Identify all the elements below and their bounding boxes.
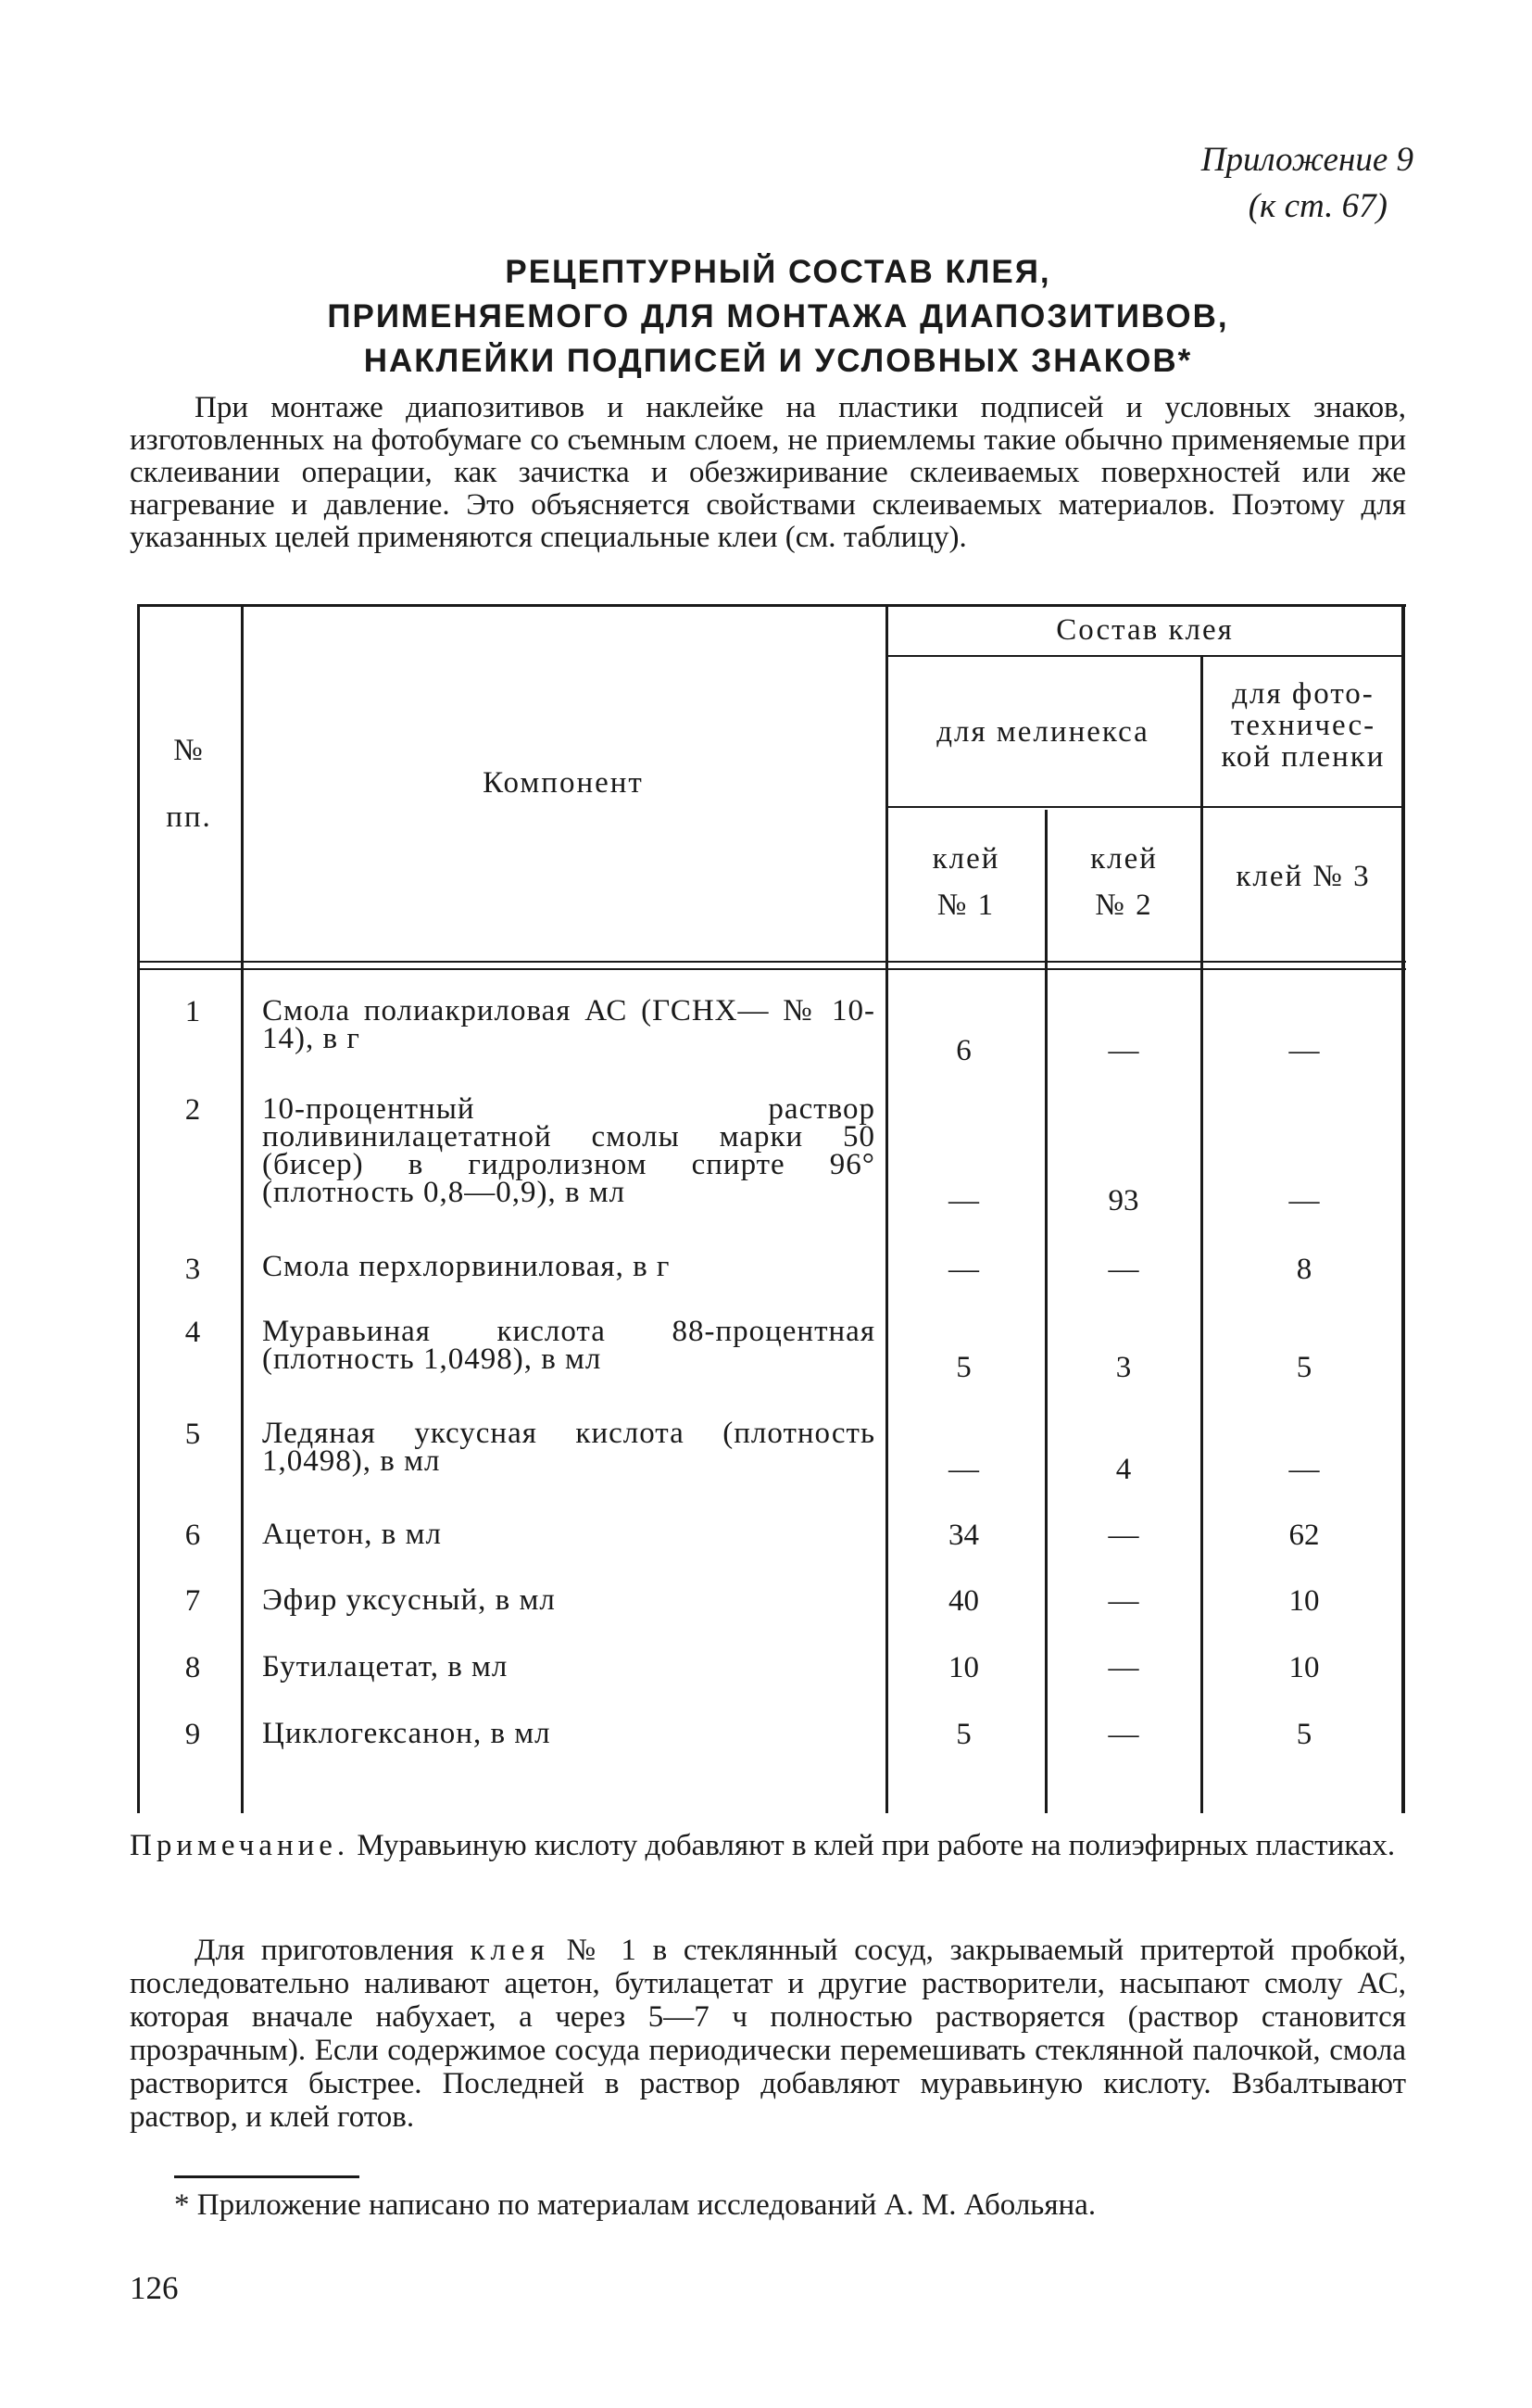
title-line-3: НАКЛЕЙКИ ПОДПИСЕЙ И УСЛОВНЫХ ЗНАКОВ* — [363, 343, 1193, 379]
table-row — [137, 1519, 1406, 1565]
footnote-divider — [174, 2175, 359, 2178]
row-glue-1-value: 5 — [956, 1718, 972, 1751]
appendix-heading — [1201, 137, 1413, 230]
row-component: Ледяная уксусная кислота (плотность 1,0498), в мл — [262, 1417, 875, 1478]
header-photo-line-3: кой пленки — [1221, 740, 1386, 774]
header-glue-3: клей № 3 — [1236, 860, 1371, 893]
header-double-rule-1 — [137, 961, 1406, 963]
header-double-rule-2 — [137, 968, 1406, 970]
title-line-2: ПРИМЕНЯЕМОГО ДЛЯ МОНТАЖА ДИАПОЗИТИВОВ, — [327, 298, 1229, 334]
header-no-symbol: № — [173, 734, 205, 767]
row-component: Циклогексанон, в мл — [262, 1717, 551, 1750]
row-glue-1-value: 6 — [956, 1034, 972, 1067]
header-photo-line-2: техничес- — [1230, 709, 1376, 742]
row-glue-2-value: — — [1108, 1253, 1139, 1286]
header-glue-1-number: № 1 — [936, 889, 996, 922]
table-row — [137, 1250, 1406, 1299]
row-glue-2-value: 3 — [1115, 1351, 1132, 1384]
table-row — [137, 1651, 1406, 1697]
row-glue-2-value: 93 — [1108, 1184, 1139, 1217]
row-glue-2-value: — — [1108, 1519, 1139, 1552]
appendix-label: Приложение 9 — [1200, 141, 1413, 179]
header-composition: Состав клея — [1056, 613, 1234, 647]
table-row — [137, 995, 1406, 1088]
row-glue-3-value: 10 — [1288, 1651, 1320, 1684]
row-number: 7 — [184, 1584, 201, 1618]
preparation-paragraph — [130, 1934, 1406, 2134]
footnote: * Приложение написано по материалам исследований А. М. Абольяна. — [174, 2188, 1097, 2222]
row-component: Муравьиная кислота 88-процентная (плотность 1,0498), в мл — [262, 1315, 875, 1376]
table-note — [130, 1828, 1406, 1863]
row-number: 9 — [184, 1718, 201, 1751]
title-line-1: РЕЦЕПТУРНЫЙ СОСТАВ КЛЕЯ, — [505, 254, 1051, 290]
row-glue-3-value: — — [1288, 1034, 1320, 1067]
header-photo-film — [1202, 678, 1404, 773]
header-melinex: для мелинекса — [936, 715, 1149, 749]
row-component: Эфир уксусный, в мл — [262, 1583, 556, 1617]
table-row — [137, 1093, 1406, 1242]
row-glue-1-value: 5 — [956, 1351, 972, 1384]
row-glue-1-value: 10 — [948, 1651, 979, 1684]
row-glue-3-value: — — [1288, 1184, 1320, 1217]
row-glue-3-value: 10 — [1288, 1584, 1320, 1618]
header-glue-2-word: клей — [1090, 842, 1158, 876]
row-number: 2 — [184, 1093, 201, 1127]
note-label: Примечание. — [130, 1829, 350, 1862]
row-number: 8 — [184, 1651, 201, 1684]
row-glue-1-value: — — [948, 1253, 979, 1286]
row-component: Ацетон, в мл — [262, 1518, 442, 1551]
row-glue-2-value: — — [1108, 1034, 1139, 1067]
row-glue-3-value: 5 — [1296, 1718, 1312, 1751]
row-number: 1 — [184, 995, 201, 1028]
intro-paragraph: При монтаже диапозитивов и наклейке на пластики подписей и условных знаков, изготовленных на фотобумаге со съемным слоем, не приемлемы такие обычно применяемые при склеивании операции, как зачистка и обезжиривание склеиваемых поверхностей или же нагревание и давление. Это объясняется свойствами склеиваемых материалов. Поэтому для указанных целей применяются специальные клеи (см. таблицу). — [130, 391, 1406, 554]
row-glue-2-value: — — [1108, 1718, 1139, 1751]
appendix-reference: (к ст. 67) — [1248, 187, 1388, 225]
header-component: Компонент — [483, 766, 644, 800]
row-component: Смола полиакриловая АС (ГСНХ— № 10-14), в г — [262, 994, 875, 1055]
table-row — [137, 1718, 1406, 1764]
row-glue-1-value: — — [948, 1184, 979, 1217]
header-rule-composition — [885, 655, 1404, 657]
row-glue-1-value: 34 — [948, 1519, 979, 1552]
row-number: 3 — [184, 1253, 201, 1286]
header-glue-1 — [887, 836, 1045, 928]
row-glue-3-value: 8 — [1296, 1253, 1312, 1286]
header-no — [137, 734, 241, 834]
row-glue-1-value: — — [948, 1453, 979, 1486]
page-number: 126 — [130, 2270, 179, 2306]
header-rule-melinex — [885, 806, 1404, 808]
row-component: 10-процентный раствор поливинилацетатной смолы марки 50 (бисер) в гидролизном спирте 96° (плотность 0,8—0,9), в мл — [262, 1092, 875, 1209]
note-text: Муравьиную кислоту добавляют в клей при работе на полиэфирных пластиках. — [349, 1829, 1396, 1862]
row-glue-1-value: 40 — [948, 1584, 979, 1618]
table-row — [137, 1584, 1406, 1631]
header-no-abbr: пп. — [166, 801, 212, 834]
row-glue-3-value: — — [1288, 1453, 1320, 1486]
row-component: Бутилацетат, в мл — [262, 1650, 509, 1683]
table-top-rule — [137, 604, 1406, 607]
header-glue-2 — [1048, 836, 1200, 928]
table-row — [137, 1418, 1406, 1492]
row-glue-3-value: 62 — [1288, 1519, 1320, 1552]
row-number: 5 — [184, 1418, 201, 1451]
row-glue-3-value: 5 — [1296, 1351, 1312, 1384]
row-number: 4 — [184, 1316, 201, 1349]
row-glue-2-value: — — [1108, 1584, 1139, 1618]
row-glue-2-value: 4 — [1115, 1453, 1132, 1486]
row-number: 6 — [184, 1519, 201, 1552]
header-glue-2-number: № 2 — [1095, 889, 1153, 922]
header-photo-line-1: для фото- — [1232, 677, 1375, 711]
row-glue-2-value: — — [1108, 1651, 1139, 1684]
glue-recipe-table — [137, 604, 1406, 1813]
prep-start: Для приготовления — [195, 1934, 471, 1967]
prep-glue-word: клея — [470, 1934, 550, 1967]
table-row — [137, 1316, 1406, 1390]
prep-rest: № 1 в стеклянный сосуд, закрываемый притертой пробкой, последовательно наливают ацетон, бутилацетат и другие растворители, насыпают смолу АС, которая вначале набухает, а через 5—7 ч полностью растворяется (раствор становится прозрачным). Если содержимое сосуда периодически перемешивать стеклянной палочкой, смола растворится быстрее. Последней в раствор добавляют муравьиную кислоту. Взбалтывают раствор, и клей готов. — [130, 1934, 1406, 2134]
row-component: Смола перхлорвиниловая, в г — [262, 1250, 671, 1283]
page-title — [130, 250, 1426, 384]
header-glue-1-word: клей — [932, 842, 1000, 876]
